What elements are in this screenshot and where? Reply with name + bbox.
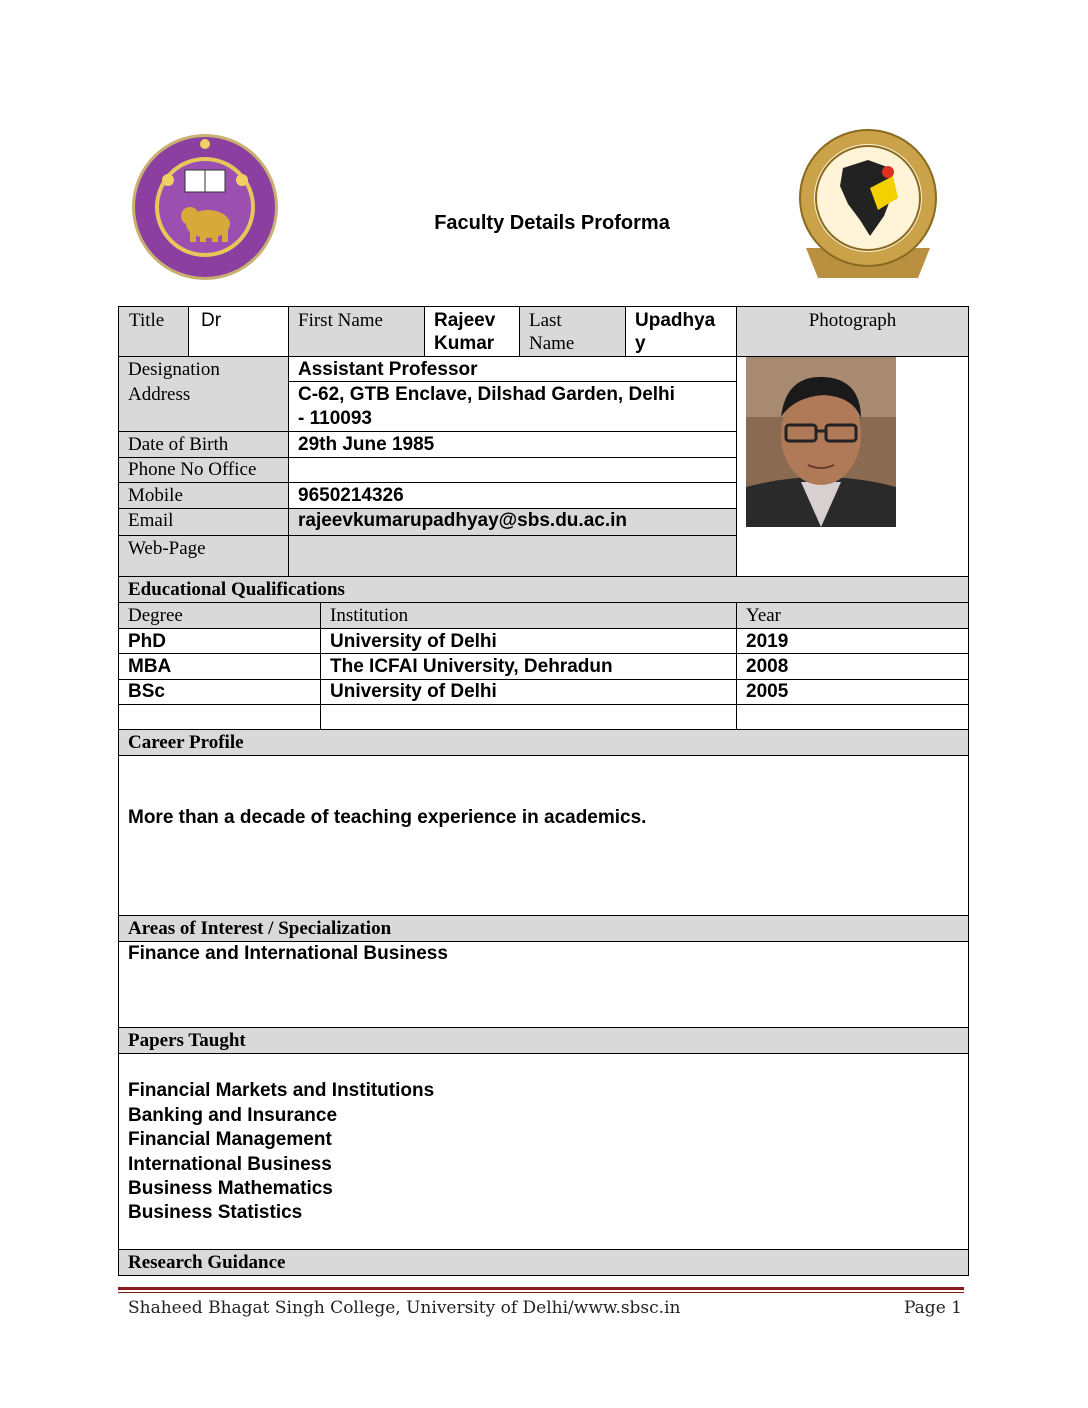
institution-cell: University of Delhi bbox=[330, 631, 497, 652]
education-heading: Educational Qualifications bbox=[128, 579, 345, 600]
first-name-value-line1: Rajeev bbox=[434, 310, 496, 331]
email-label: Email bbox=[128, 510, 174, 531]
last-name-value-line1: Upadhya bbox=[635, 310, 716, 331]
faculty-photograph bbox=[746, 357, 896, 527]
title-value: Dr bbox=[201, 310, 222, 331]
last-name-label-line2: Name bbox=[529, 333, 575, 354]
paper-item: Business Mathematics bbox=[128, 1178, 333, 1199]
mobile-value: 9650214326 bbox=[298, 485, 404, 506]
year-cell: 2005 bbox=[746, 681, 789, 702]
education-columns-row bbox=[119, 603, 968, 628]
paper-item: International Business bbox=[128, 1154, 332, 1175]
last-name-value-line2: y bbox=[635, 333, 646, 354]
year-cell: 2008 bbox=[746, 656, 789, 677]
designation-label: Designation bbox=[128, 359, 220, 380]
papers-heading: Papers Taught bbox=[128, 1030, 246, 1051]
paper-item: Business Statistics bbox=[128, 1202, 303, 1223]
career-heading: Career Profile bbox=[128, 732, 244, 753]
career-heading-cell bbox=[119, 730, 968, 755]
first-name-value-line2: Kumar bbox=[434, 333, 495, 354]
papers-heading-cell bbox=[119, 1028, 968, 1053]
sbs-college-logo bbox=[798, 128, 938, 284]
degree-column-header: Degree bbox=[128, 605, 183, 626]
dob-value: 29th June 1985 bbox=[298, 434, 435, 455]
paper-item: Financial Management bbox=[128, 1129, 332, 1150]
interest-text: Finance and International Business bbox=[128, 943, 448, 964]
last-name-label-line1: Last bbox=[529, 310, 562, 331]
footer-page-number: Page 1 bbox=[904, 1298, 962, 1318]
degree-cell: BSc bbox=[128, 681, 165, 702]
dob-label: Date of Birth bbox=[128, 434, 229, 455]
email-value: rajeevkumarupadhyay@sbs.du.ac.in bbox=[298, 510, 627, 531]
research-heading: Research Guidance bbox=[128, 1252, 286, 1273]
institution-column-header: Institution bbox=[330, 605, 409, 626]
institution-cell: University of Delhi bbox=[330, 681, 497, 702]
career-text: More than a decade of teaching experience in academics. bbox=[128, 807, 647, 828]
mobile-label: Mobile bbox=[128, 485, 183, 506]
address-label: Address bbox=[128, 384, 191, 405]
title-label: Title bbox=[129, 310, 165, 331]
year-cell: 2019 bbox=[746, 631, 789, 652]
phone-office-label: Phone No Office bbox=[128, 459, 257, 480]
paper-item: Banking and Insurance bbox=[128, 1105, 338, 1126]
address-value-line2: - 110093 bbox=[298, 408, 372, 429]
footer-college-name: Shaheed Bhagat Singh College, University of Delhi/www.sbsc.in bbox=[128, 1298, 681, 1318]
address-value-line1: C-62, GTB Enclave, Dilshad Garden, Delhi bbox=[298, 384, 675, 405]
year-column-header: Year bbox=[746, 605, 782, 626]
paper-item: Financial Markets and Institutions bbox=[128, 1080, 435, 1101]
institution-cell: The ICFAI University, Dehradun bbox=[330, 656, 613, 677]
interest-heading: Areas of Interest / Specialization bbox=[128, 918, 392, 939]
footer-divider bbox=[118, 1287, 964, 1290]
degree-cell: PhD bbox=[128, 631, 166, 652]
footer-divider-thin bbox=[118, 1292, 964, 1293]
webpage-label: Web-Page bbox=[128, 538, 206, 559]
designation-value: Assistant Professor bbox=[298, 359, 478, 380]
first-name-label: First Name bbox=[298, 310, 383, 331]
page-title: Faculty Details Proforma bbox=[434, 212, 670, 234]
photograph-label: Photograph bbox=[808, 310, 897, 331]
degree-cell: MBA bbox=[128, 656, 172, 677]
university-of-delhi-logo bbox=[130, 132, 280, 282]
